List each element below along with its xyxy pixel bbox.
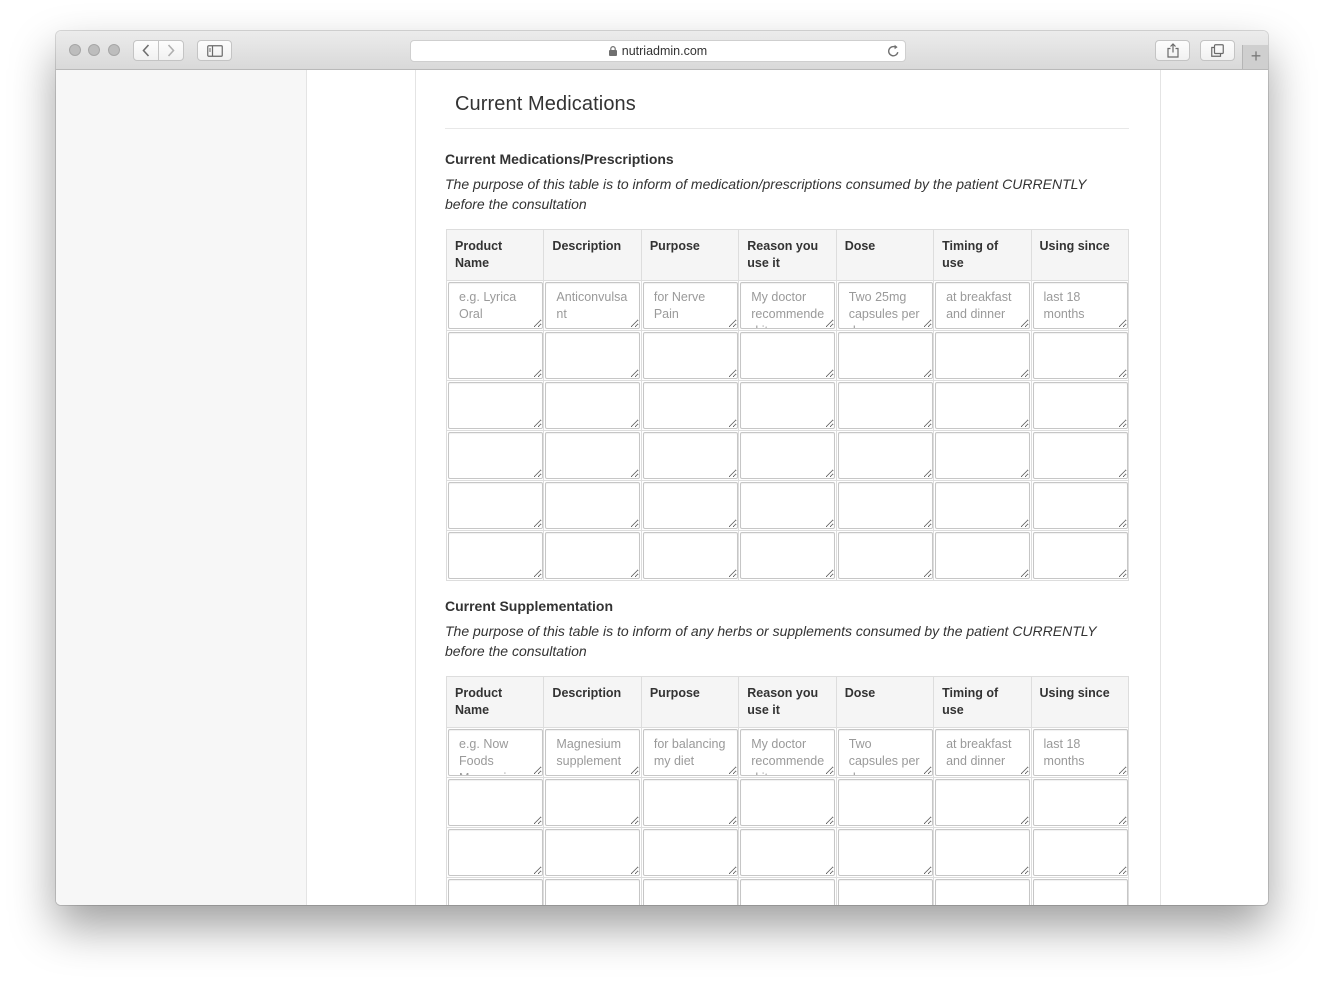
sidebar-icon — [207, 45, 223, 57]
timing-input[interactable] — [935, 879, 1030, 905]
medication-cell — [544, 331, 641, 381]
product-name-input[interactable] — [448, 282, 543, 329]
product-name-input[interactable] — [448, 729, 543, 776]
medication-cell — [934, 531, 1031, 581]
reason-input[interactable] — [740, 432, 835, 479]
supplement-cell — [836, 728, 933, 778]
dose-input[interactable] — [838, 779, 933, 826]
medication-cell — [739, 281, 836, 331]
supplement-cell — [447, 878, 544, 906]
reason-input[interactable] — [740, 532, 835, 579]
description-input[interactable] — [545, 482, 640, 529]
title-divider — [445, 128, 1129, 129]
url-text: nutriadmin.com — [621, 44, 708, 58]
timing-input[interactable] — [935, 332, 1030, 379]
description-input[interactable] — [545, 532, 640, 579]
description-input[interactable] — [545, 382, 640, 429]
product-name-input[interactable] — [448, 779, 543, 826]
medication-row — [447, 431, 1129, 481]
medication-cell — [544, 281, 641, 331]
supplement-cell — [641, 778, 738, 828]
purpose-input[interactable] — [643, 532, 738, 579]
supplement-cell — [1031, 728, 1128, 778]
using-since-input[interactable] — [1033, 432, 1128, 479]
column-header-using-since: Using since — [1031, 230, 1128, 281]
timing-input[interactable] — [935, 432, 1030, 479]
medication-cell — [739, 381, 836, 431]
supplements-table-header-row — [447, 677, 1129, 728]
medication-cell — [1031, 481, 1128, 531]
share-icon — [1167, 43, 1179, 58]
purpose-input[interactable] — [643, 282, 738, 329]
dose-input[interactable] — [838, 829, 933, 876]
reason-input[interactable] — [740, 332, 835, 379]
address-bar[interactable] — [410, 40, 906, 62]
reason-input[interactable] — [740, 829, 835, 876]
using-since-input[interactable] — [1033, 729, 1128, 776]
reason-input[interactable] — [740, 382, 835, 429]
reload-icon[interactable] — [887, 44, 900, 58]
medication-cell — [447, 481, 544, 531]
using-since-input[interactable] — [1033, 282, 1128, 329]
product-name-input[interactable] — [448, 482, 543, 529]
supplement-cell — [544, 778, 641, 828]
supplement-cell — [641, 828, 738, 878]
description-input[interactable] — [545, 829, 640, 876]
tabs-overview-button[interactable] — [1200, 40, 1235, 61]
supplement-cell — [1031, 828, 1128, 878]
medication-cell — [836, 481, 933, 531]
medication-cell — [934, 281, 1031, 331]
supplement-cell — [447, 728, 544, 778]
using-since-input[interactable] — [1033, 532, 1128, 579]
supplement-cell — [739, 878, 836, 906]
product-name-input[interactable] — [448, 382, 543, 429]
using-since-input[interactable] — [1033, 482, 1128, 529]
supplement-cell — [934, 728, 1031, 778]
description-input[interactable] — [545, 779, 640, 826]
medication-cell — [836, 381, 933, 431]
browser-toolbar — [56, 31, 1268, 70]
medication-cell — [934, 431, 1031, 481]
medication-cell — [641, 481, 738, 531]
supplement-cell — [934, 878, 1031, 906]
medications-table-body — [447, 281, 1129, 581]
reason-input[interactable] — [740, 282, 835, 329]
supplement-cell — [544, 728, 641, 778]
timing-input[interactable] — [935, 779, 1030, 826]
timing-input[interactable] — [935, 829, 1030, 876]
timing-input[interactable] — [935, 382, 1030, 429]
column-header-description: Description — [544, 230, 641, 281]
medications-section-title: Current Medications/Prescriptions — [445, 151, 674, 167]
using-since-input[interactable] — [1033, 382, 1128, 429]
column-header-reason: Reason you use it — [739, 230, 836, 281]
description-input[interactable] — [545, 432, 640, 479]
column-header-description: Description — [544, 677, 641, 728]
medication-row — [447, 281, 1129, 331]
supplement-cell — [544, 878, 641, 906]
description-input[interactable] — [545, 282, 640, 329]
close-window-button[interactable] — [69, 44, 81, 56]
page-title: Current Medications — [455, 93, 636, 115]
medication-row — [447, 331, 1129, 381]
medication-cell — [641, 281, 738, 331]
supplement-row — [447, 828, 1129, 878]
medications-section-description: The purpose of this table is to inform of medication/prescriptions consumed by the patient CURRENTLY before the consultation — [445, 176, 1087, 212]
medication-cell — [447, 531, 544, 581]
supplement-cell — [836, 778, 933, 828]
sidebar-toggle-button[interactable] — [197, 40, 232, 61]
description-input[interactable] — [545, 332, 640, 379]
medication-cell — [1031, 281, 1128, 331]
reason-input[interactable] — [740, 729, 835, 776]
new-tab-button[interactable]: + — [1242, 45, 1268, 69]
medication-row — [447, 481, 1129, 531]
medication-cell — [544, 381, 641, 431]
timing-input[interactable] — [935, 282, 1030, 329]
supplements-table-body — [447, 728, 1129, 906]
timing-input[interactable] — [935, 532, 1030, 579]
reason-input[interactable] — [740, 482, 835, 529]
supplement-cell — [934, 828, 1031, 878]
dose-input[interactable] — [838, 482, 933, 529]
page-content — [56, 70, 1268, 905]
forward-button[interactable] — [158, 40, 184, 61]
medication-row — [447, 531, 1129, 581]
medication-cell — [544, 481, 641, 531]
dose-input[interactable] — [838, 432, 933, 479]
medication-cell — [739, 481, 836, 531]
purpose-input[interactable] — [643, 879, 738, 905]
timing-input[interactable] — [935, 482, 1030, 529]
medication-cell — [739, 331, 836, 381]
medication-cell — [934, 381, 1031, 431]
purpose-input[interactable] — [643, 829, 738, 876]
medication-cell — [739, 531, 836, 581]
supplement-row — [447, 728, 1129, 778]
medication-cell — [1031, 431, 1128, 481]
column-header-product-name: Product Name — [447, 230, 544, 281]
medications-table — [446, 229, 1129, 581]
supplement-cell — [641, 728, 738, 778]
using-since-input[interactable] — [1033, 829, 1128, 876]
medication-cell — [447, 331, 544, 381]
medication-cell — [836, 281, 933, 331]
app-sidebar — [56, 70, 307, 905]
medication-cell — [641, 331, 738, 381]
supplement-row — [447, 778, 1129, 828]
supplement-cell — [739, 778, 836, 828]
column-header-timing: Timing of use — [934, 677, 1031, 728]
medications-table-header-row — [447, 230, 1129, 281]
dose-input[interactable] — [838, 282, 933, 329]
purpose-input[interactable] — [643, 779, 738, 826]
supplement-cell — [447, 778, 544, 828]
purpose-input[interactable] — [643, 332, 738, 379]
chevron-left-icon — [142, 44, 150, 57]
supplement-row — [447, 878, 1129, 906]
medication-cell — [934, 481, 1031, 531]
medication-cell — [544, 531, 641, 581]
purpose-input[interactable] — [643, 382, 738, 429]
description-input[interactable] — [545, 729, 640, 776]
column-header-purpose: Purpose — [641, 677, 738, 728]
medication-cell — [641, 381, 738, 431]
supplement-cell — [641, 878, 738, 906]
supplements-section-title: Current Supplementation — [445, 598, 614, 614]
supplement-cell — [836, 878, 933, 906]
using-since-input[interactable] — [1033, 332, 1128, 379]
dose-input[interactable] — [838, 729, 933, 776]
timing-input[interactable] — [935, 729, 1030, 776]
purpose-input[interactable] — [643, 432, 738, 479]
column-header-reason: Reason you use it — [739, 677, 836, 728]
product-name-input[interactable] — [448, 432, 543, 479]
medication-cell — [641, 531, 738, 581]
browser-window — [56, 31, 1268, 905]
medication-row — [447, 381, 1129, 431]
purpose-input[interactable] — [643, 729, 738, 776]
supplement-cell — [1031, 878, 1128, 906]
share-button[interactable] — [1155, 40, 1190, 61]
column-header-dose: Dose — [836, 230, 933, 281]
supplement-cell — [934, 778, 1031, 828]
medication-cell — [544, 431, 641, 481]
medication-cell — [1031, 531, 1128, 581]
supplements-section-description: The purpose of this table is to inform of any herbs or supplements consumed by the patient CURRENTLY before the consultation — [445, 623, 1097, 659]
column-header-timing: Timing of use — [934, 230, 1031, 281]
medication-cell — [836, 331, 933, 381]
medication-cell — [447, 281, 544, 331]
medication-cell — [836, 431, 933, 481]
medication-cell — [1031, 381, 1128, 431]
product-name-input[interactable] — [448, 532, 543, 579]
supplement-cell — [1031, 778, 1128, 828]
dose-input[interactable] — [838, 382, 933, 429]
reason-input[interactable] — [740, 879, 835, 905]
medication-cell — [1031, 331, 1128, 381]
dose-input[interactable] — [838, 532, 933, 579]
chevron-right-icon — [167, 44, 175, 57]
medication-cell — [447, 381, 544, 431]
using-since-input[interactable] — [1033, 779, 1128, 826]
column-header-dose: Dose — [836, 677, 933, 728]
supplement-cell — [739, 728, 836, 778]
supplement-cell — [447, 828, 544, 878]
back-button[interactable] — [133, 40, 159, 61]
product-name-input[interactable] — [448, 332, 543, 379]
main-panel — [415, 70, 1161, 905]
minimize-window-button[interactable] — [88, 44, 100, 56]
supplements-table — [446, 676, 1129, 905]
using-since-input[interactable] — [1033, 879, 1128, 905]
column-header-using-since: Using since — [1031, 677, 1128, 728]
medication-cell — [836, 531, 933, 581]
supplement-cell — [836, 828, 933, 878]
zoom-window-button[interactable] — [108, 44, 120, 56]
tabs-icon — [1211, 44, 1224, 57]
description-input[interactable] — [545, 879, 640, 905]
column-header-product-name: Product Name — [447, 677, 544, 728]
dose-input[interactable] — [838, 879, 933, 905]
lock-icon — [609, 46, 617, 56]
medication-cell — [447, 431, 544, 481]
medication-cell — [739, 431, 836, 481]
reason-input[interactable] — [740, 779, 835, 826]
purpose-input[interactable] — [643, 482, 738, 529]
dose-input[interactable] — [838, 332, 933, 379]
supplement-cell — [739, 828, 836, 878]
column-header-purpose: Purpose — [641, 230, 738, 281]
product-name-input[interactable] — [448, 829, 543, 876]
product-name-input[interactable] — [448, 879, 543, 905]
medication-cell — [934, 331, 1031, 381]
supplement-cell — [544, 828, 641, 878]
medication-cell — [641, 431, 738, 481]
